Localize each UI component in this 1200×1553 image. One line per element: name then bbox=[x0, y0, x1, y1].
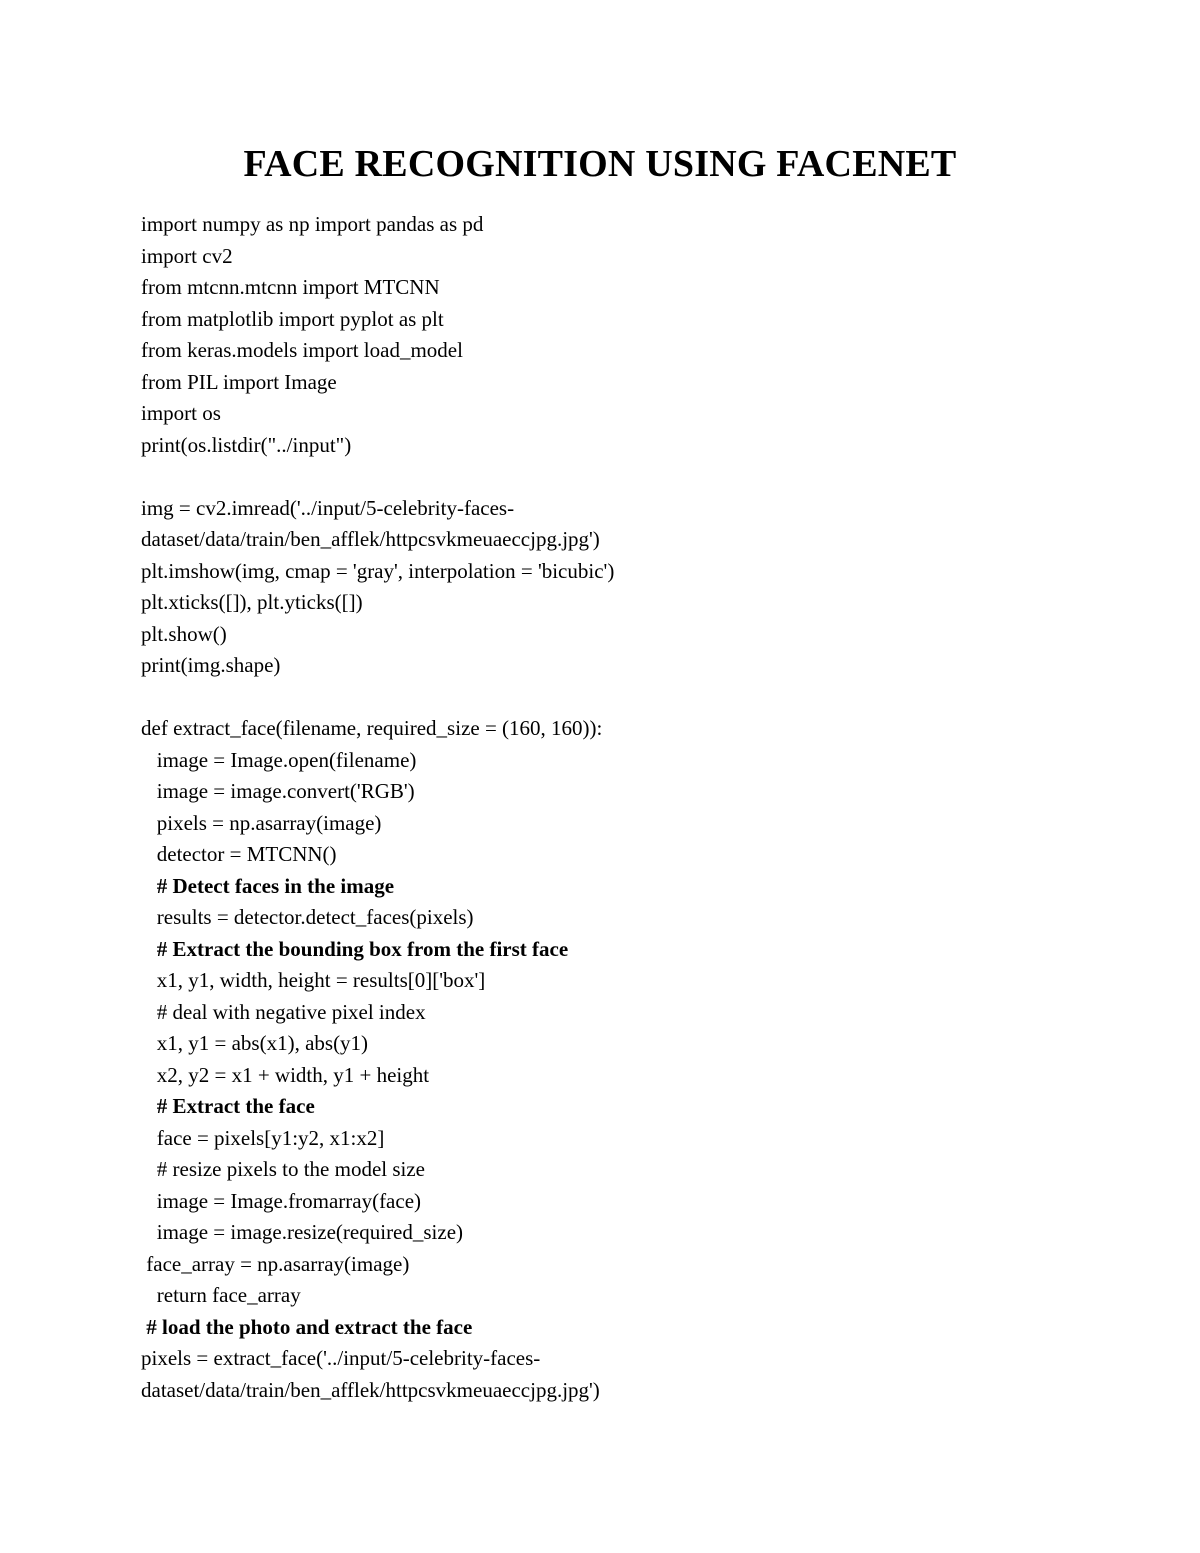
code-line bbox=[141, 461, 1141, 493]
code-line: x1, y1, width, height = results[0]['box'] bbox=[141, 968, 486, 992]
code-line: detector = MTCNN() bbox=[141, 842, 337, 866]
code-line: pixels = np.asarray(image) bbox=[141, 810, 382, 835]
code-line: plt.show() bbox=[141, 621, 227, 646]
page-title: FACE RECOGNITION USING FACENET bbox=[243, 143, 957, 185]
code-line: plt.imshow(img, cmap = 'gray', interpolation = 'bicubic') bbox=[141, 558, 615, 583]
code-line: dataset/data/train/ben_afflek/httpcsvkmeuaeccjpg.jpg') bbox=[141, 1377, 600, 1402]
code-line: import numpy as np import pandas as pd bbox=[141, 212, 484, 236]
code-line: x2, y2 = x1 + width, y1 + height bbox=[141, 1062, 430, 1087]
code-line: print(os.listdir("../input") bbox=[141, 432, 352, 457]
code-line: from PIL import Image bbox=[141, 369, 337, 394]
code-line: image = Image.fromarray(face) bbox=[141, 1188, 422, 1213]
code-line: # resize pixels to the model size bbox=[141, 1157, 426, 1181]
code-comment-line: # load the photo and extract the face bbox=[141, 1314, 473, 1339]
code-line: results = detector.detect_faces(pixels) bbox=[141, 905, 474, 929]
code-line: from matplotlib import pyplot as plt bbox=[141, 306, 444, 331]
code-line: import cv2 bbox=[141, 243, 233, 268]
code-comment-line: # Extract the bounding box from the first face bbox=[141, 936, 569, 961]
code-line: import os bbox=[141, 401, 221, 425]
code-line: face = pixels[y1:y2, x1:x2] bbox=[141, 1125, 385, 1150]
code-listing bbox=[141, 209, 1141, 1406]
code-comment-line: # Detect faces in the image bbox=[141, 873, 395, 898]
code-line: img = cv2.imread('../input/5-celebrity-faces- bbox=[141, 495, 515, 520]
code-line: x1, y1 = abs(x1), abs(y1) bbox=[141, 1031, 369, 1055]
code-comment-line: # Extract the face bbox=[141, 1094, 315, 1118]
code-line: dataset/data/train/ben_afflek/httpcsvkmeuaeccjpg.jpg') bbox=[141, 527, 600, 551]
code-line: def extract_face(filename, required_size = (160, 160)): bbox=[141, 716, 603, 740]
code-line: image = image.convert('RGB') bbox=[141, 779, 415, 803]
code-line: # deal with negative pixel index bbox=[141, 999, 426, 1024]
code-line: return face_array bbox=[141, 1283, 301, 1307]
code-line: from keras.models import load_model bbox=[141, 338, 463, 362]
code-line: image = image.resize(required_size) bbox=[141, 1220, 464, 1244]
code-line: from mtcnn.mtcnn import MTCNN bbox=[141, 275, 440, 299]
code-line: image = Image.open(filename) bbox=[141, 747, 417, 772]
code-line: plt.xticks([]), plt.yticks([]) bbox=[141, 590, 363, 614]
code-line bbox=[141, 682, 1141, 714]
code-line: face_array = np.asarray(image) bbox=[141, 1251, 410, 1276]
code-line: print(img.shape) bbox=[141, 653, 281, 677]
code-line: pixels = extract_face('../input/5-celebrity-faces- bbox=[141, 1346, 541, 1370]
